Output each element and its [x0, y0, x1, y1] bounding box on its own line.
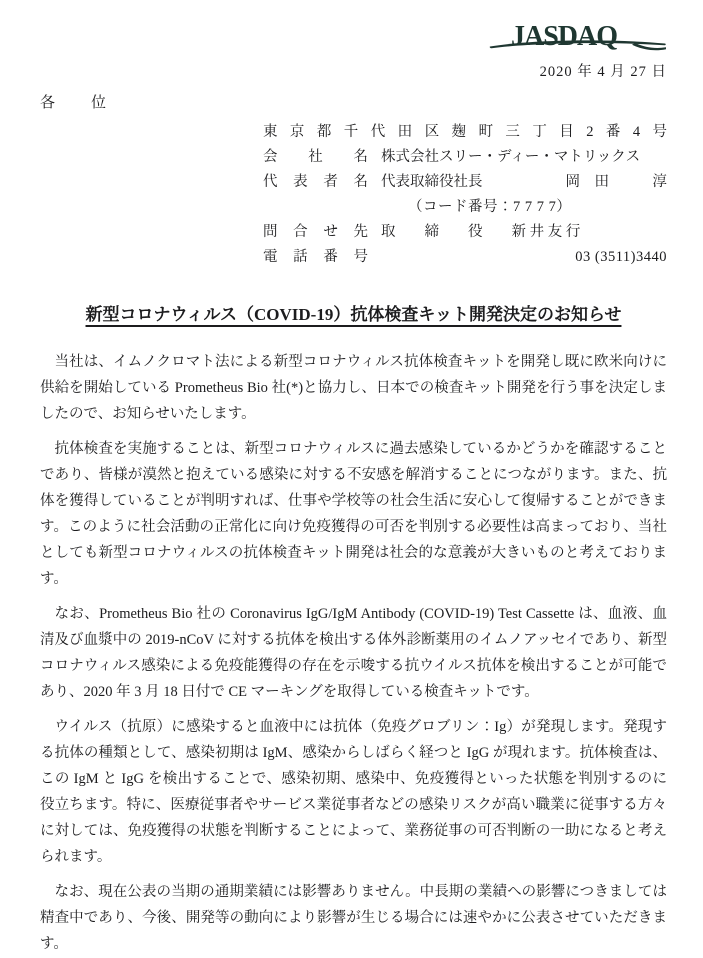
contact-row	[263, 220, 667, 245]
paragraph-intro: 当社は、イムノクロマト法による新型コロナウィルス抗体検査キットを開発し既に欧米向けに供給を開始している Prometheus Bio 社(*)と協力し、日本での検査キット開発を行う事を決定しましたので、お知らせいたします。	[40, 354, 667, 422]
company-address: 東京都千代田区麹町三丁目2番4号	[263, 124, 667, 140]
stock-code: （コード番号：7 7 7 7）	[408, 199, 572, 215]
company-name-label: 会社名	[263, 149, 368, 165]
phone-label: 電話番号	[263, 249, 368, 265]
document-body	[40, 349, 667, 957]
contact-label: 問合せ先	[263, 224, 368, 240]
document-date: 2020 年 4 月 27 日	[539, 64, 667, 80]
phone-row	[263, 245, 667, 270]
company-info-block	[263, 120, 667, 270]
representative-name: 岡 田 淳	[565, 174, 667, 190]
paragraph-test-cassette: なお、Prometheus Bio 社の Coronavirus IgG/IgM Antibody (COVID-19) Test Cassette は、血液、血清及び血漿中の 2019-nCoV に対する抗体を検出する体外診断薬用のイムノアッセイであり、新型コロナウィルス感染による免疫能獲得の存在を示唆する抗ウイルス抗体を検出することが可能であり、2020 年 3 月 18 日付で CE マーキングを取得している検査キットです。	[40, 606, 667, 700]
company-name-value: 株式会社スリー・ディー・マトリックス	[381, 149, 641, 165]
representative-title: 代表取締役社長	[381, 174, 483, 190]
representative-label: 代表者名	[263, 174, 368, 190]
addressee: 各 位	[40, 95, 109, 111]
phone-number: 03 (3511)3440	[575, 249, 667, 265]
company-name-row	[263, 145, 667, 170]
document-header	[40, 18, 667, 81]
representative-value	[381, 170, 667, 195]
paragraph-igm-igg: ウイルス（抗原）に感染すると血液中には抗体（免疫グロブリン：Ig）が発現します。発現する抗体の種類として、感染初期は IgM、感染からしばらく経つと IgG が現れます。抗体検査は、この IgM と IgG を検出することで、感染初期、感染中、免疫獲得といった状態を判別するのに役立ちます。特に、医療従事者やサービス業従事者などの感染リスクが高い職業に従事する方々に対しては、免疫獲得の状態を判断することによって、業務従事の可否判断の一助になると考えられます。	[40, 719, 667, 865]
paragraph-significance: 抗体検査を実施することは、新型コロナウィルスに過去感染しているかどうかを確認することであり、皆様が漠然と抱えている感染に対する不安感を解消することにつながります。また、抗体を獲得していることが判明すれば、仕事や学校等の社会生活に安心して復帰することができます。このように社会活動の正常化に向け免疫獲得の可否を判別する必要性は高まっており、当社としても新型コロナウィルスの抗体検査キット開発は社会的な意義が大きいものと考えております。	[40, 441, 667, 587]
logo-wordmark: JASDAQ	[511, 21, 618, 52]
contact-value: 取 締 役 新 井 友 行	[381, 224, 581, 240]
paragraph-financial-impact: なお、現在公表の当期の通期業績には影響ありません。中長期の業績への影響につきましては精査中であり、今後、開発等の動向により影響が生じる場合には速やかに公表させていただきます。	[40, 884, 667, 952]
document-title: 新型コロナウィルス（COVID-19）抗体検査キット開発決定のお知らせ	[85, 305, 622, 324]
representative-row	[263, 170, 667, 195]
jasdaq-logo-icon	[489, 18, 667, 54]
